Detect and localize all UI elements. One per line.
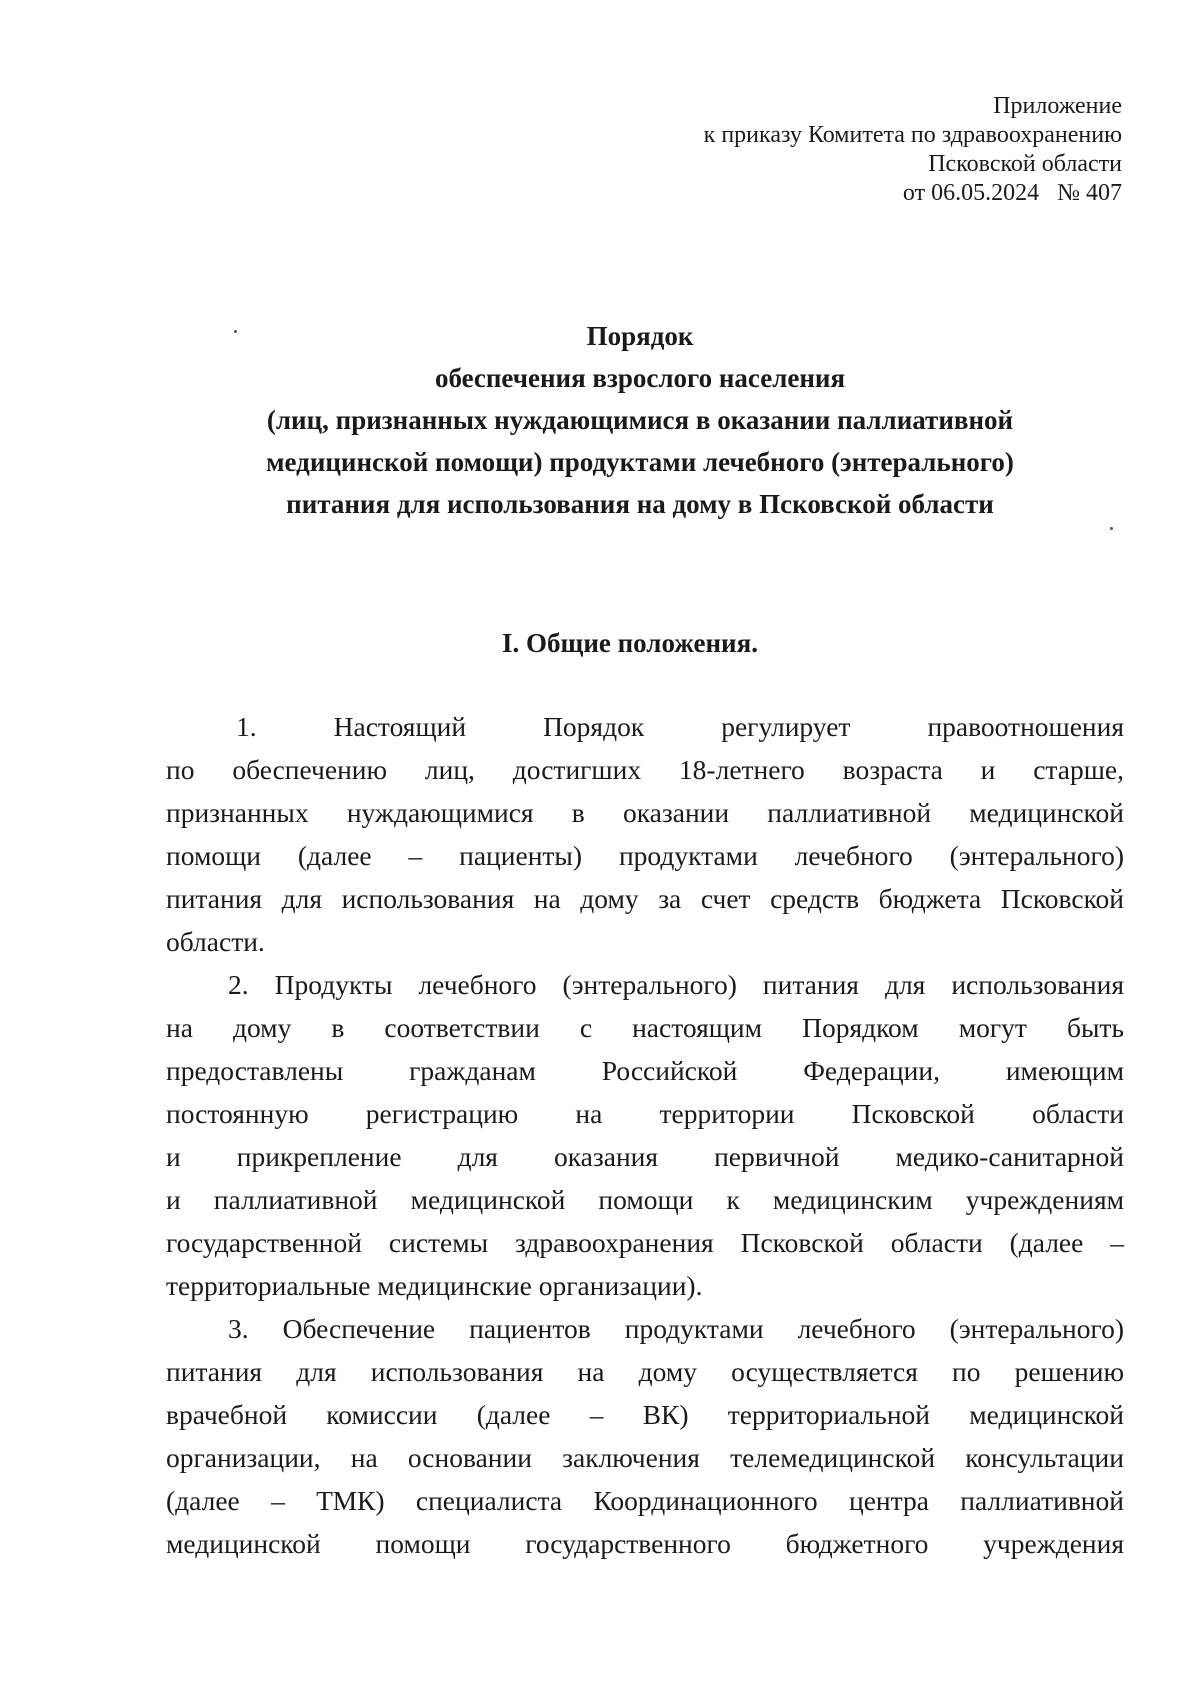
paragraph-1-line: признанных нуждающимися в оказании паллиативной медицинской: [166, 797, 1124, 828]
paragraph-3-line: питания для использования на дому осуществляется по решению: [166, 1356, 1124, 1387]
paragraph-1-line: по обеспечению лиц, достигших 18-летнего возраста и старше,: [166, 754, 1124, 785]
document-title: [190, 315, 1090, 525]
paragraph-3-line: организации, на основании заключения телемедицинской консультации: [166, 1442, 1124, 1473]
appendix-header: [562, 92, 1122, 208]
paragraph-2-line: государственной системы здравоохранения Псковской области (далее –: [166, 1227, 1124, 1258]
paragraph-2-line: 2. Продукты лечебного (энтерального) питания для использования: [228, 969, 1124, 1000]
paragraph-2-line: постоянную регистрацию на территории Псковской области: [166, 1098, 1124, 1129]
appendix-order-reference: к приказу Комитета по здравоохранению: [703, 122, 1122, 148]
paragraph-2-line: и паллиативной медицинской помощи к медицинским учреждениям: [166, 1184, 1124, 1215]
paragraph-2-line: и прикрепление для оказания первичной медико-санитарной: [166, 1141, 1124, 1172]
paragraph-2-line: предоставлены гражданам Российской Федерации, имеющим: [166, 1055, 1124, 1086]
paragraph-2: [166, 963, 1124, 1307]
title-line-4: медицинской помощи) продуктами лечебного (энтерального): [266, 447, 1014, 477]
appendix-region: Псковской области: [928, 151, 1122, 177]
title-line-5: питания для использования на дому в Псковской области: [286, 489, 994, 519]
section-heading: I. Общие положения.: [502, 628, 758, 658]
paragraph-1-line: помощи (далее – пациенты) продуктами лечебного (энтерального): [166, 840, 1124, 871]
paragraph-3-line: медицинской помощи государственного бюджетного учреждения: [166, 1528, 1124, 1559]
paragraph-2-line: на дому в соответствии с настоящим Порядком могут быть: [166, 1012, 1124, 1043]
paragraph-3-line: (далее – ТМК) специалиста Координационного центра паллиативной: [166, 1485, 1124, 1516]
paragraph-1-line: питания для использования на дому за счет средств бюджета Псковской: [166, 883, 1124, 914]
appendix-date-number: от 06.05.2024 № 407: [902, 180, 1122, 206]
title-line-2: обеспечения взрослого населения: [434, 363, 846, 393]
paragraph-3: [166, 1307, 1124, 1565]
paragraph-2-line: территориальные медицинские организации).: [166, 1270, 703, 1301]
scan-speck: [1110, 527, 1113, 530]
paragraph-1-line: области.: [166, 926, 265, 957]
body-text: [166, 705, 1124, 1565]
title-line-3: (лиц, признанных нуждающимися в оказании паллиативной: [266, 405, 1014, 435]
paragraph-3-line: врачебной комиссии (далее – ВК) территориальной медицинской: [166, 1399, 1124, 1430]
appendix-label: Приложение: [993, 93, 1122, 119]
scan-speck: [234, 330, 237, 333]
paragraph-1-line: 1. Настоящий Порядок регулирует правоотношения: [236, 711, 1124, 742]
title-line-1: Порядок: [586, 321, 694, 351]
paragraph-3-line: 3. Обеспечение пациентов продуктами лечебного (энтерального): [228, 1313, 1124, 1344]
paragraph-1: [166, 705, 1124, 963]
